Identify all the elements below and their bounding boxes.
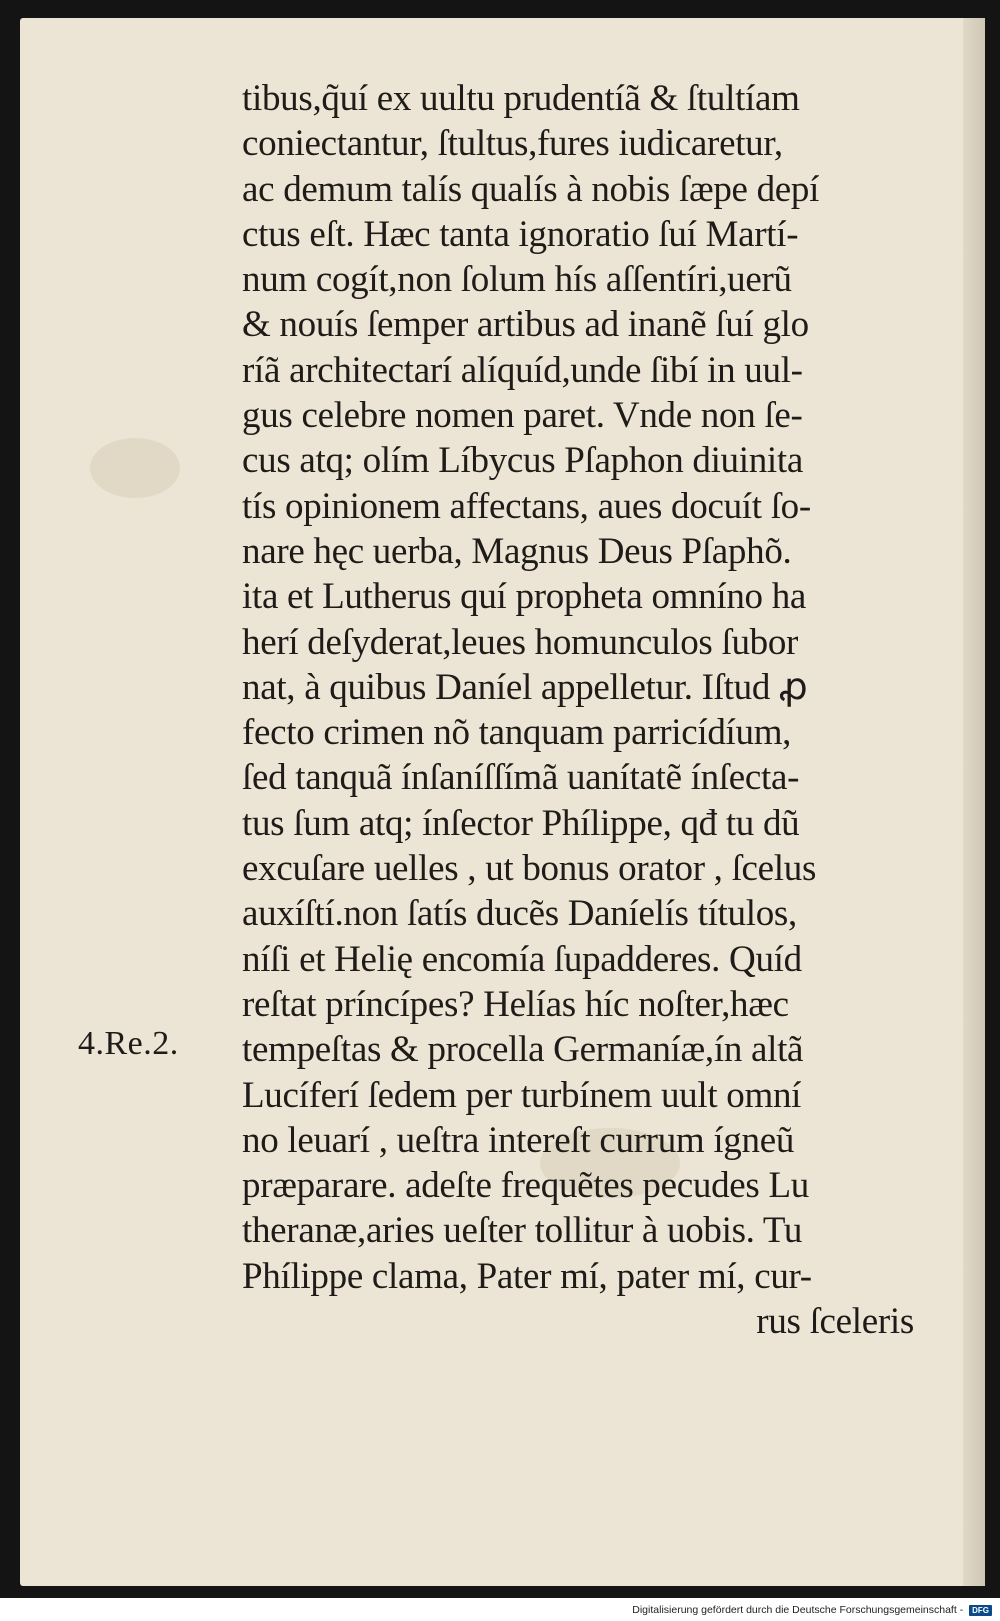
page-edge-shadow [963, 18, 985, 1586]
text-line: no leuarí , ueſtra intereſt currum ígneũ [242, 1119, 795, 1161]
text-line: præparare. adeſte frequẽtes pecudes Lu [242, 1165, 809, 1207]
text-line: coniectantur, ſtultus,fures iudicaretur, [242, 123, 783, 165]
text-line: Lucíferí ſedem per turbínem uult omní [242, 1074, 802, 1116]
credit-text: Digitalisierung gefördert durch die Deutsche Forschungsgemeinschaft - [632, 1604, 964, 1616]
text-line: níſi et Helię encomía ſupadderes. Quíd [242, 938, 802, 980]
text-line: num cogít,non ſolum hís aſſentíri,uerũ [242, 259, 792, 301]
text-line: reſtat príncípes? Helías híc noſter,hæc [242, 983, 789, 1025]
text-line: tempeſtas & procella Germaníæ,ín altã [242, 1029, 804, 1071]
text-line: auxíſtí.non ſatís ducẽs Daníelís títulos, [242, 893, 797, 935]
text-line: tís opinionem affectans, aues docuít ſo- [242, 485, 811, 527]
text-line: theranæ,aries ueſter tollitur à uobis. Tu [242, 1210, 803, 1252]
digitization-credit [632, 1604, 992, 1616]
dfg-logo: DFG [969, 1605, 992, 1616]
catchword: rus ſceleris [756, 1301, 914, 1343]
text-line: cus atq; olím Líbycus Pſaphon diuinita [242, 440, 804, 482]
text-line: ita et Lutherus quí propheta omníno ha [242, 576, 807, 618]
text-line: tus ſum atq; ínſector Phílippe, qđ tu dũ [242, 802, 800, 844]
text-line: herí deſyderat,leues homunculos ſubor [242, 621, 799, 663]
text-line: excuſare uelles , ut bonus orator , ſcelus [242, 848, 817, 890]
body-text [242, 76, 962, 1344]
text-line: ac demum talís qualís à nobis ſæpe depí [242, 168, 820, 210]
text-line: nare hęc uerba, Magnus Deus Pſaphõ. [242, 530, 792, 572]
text-line: ríã architectarí alíquíd,unde ſibí in uul- [242, 349, 803, 391]
paper-stain [90, 438, 180, 498]
text-line: & nouís ſemper artibus ad inanẽ ſuí glo [242, 304, 809, 346]
text-line: ctus eſt. Hæc tanta ignoratio ſuí Martí- [242, 213, 799, 255]
text-line: Phílippe clama, Pater mí, pater mí, cur- [242, 1255, 812, 1297]
marginal-reference: 4.Re.2. [78, 1025, 179, 1062]
text-line: gus celebre nomen paret. Vnde non ſe- [242, 395, 803, 437]
text-line: nat, à quibus Daníel appelletur. Iſtud ꝓ [242, 666, 808, 708]
text-line: ſed tanquã ínſaníſſímã uanítatẽ ínſecta- [242, 757, 800, 799]
book-page [20, 18, 985, 1586]
text-line: fecto crimen nõ tanquam parricídíum, [242, 712, 792, 754]
text-line: tibus,q̃uí ex uultu prudentíã & ſtultíam [242, 78, 800, 119]
